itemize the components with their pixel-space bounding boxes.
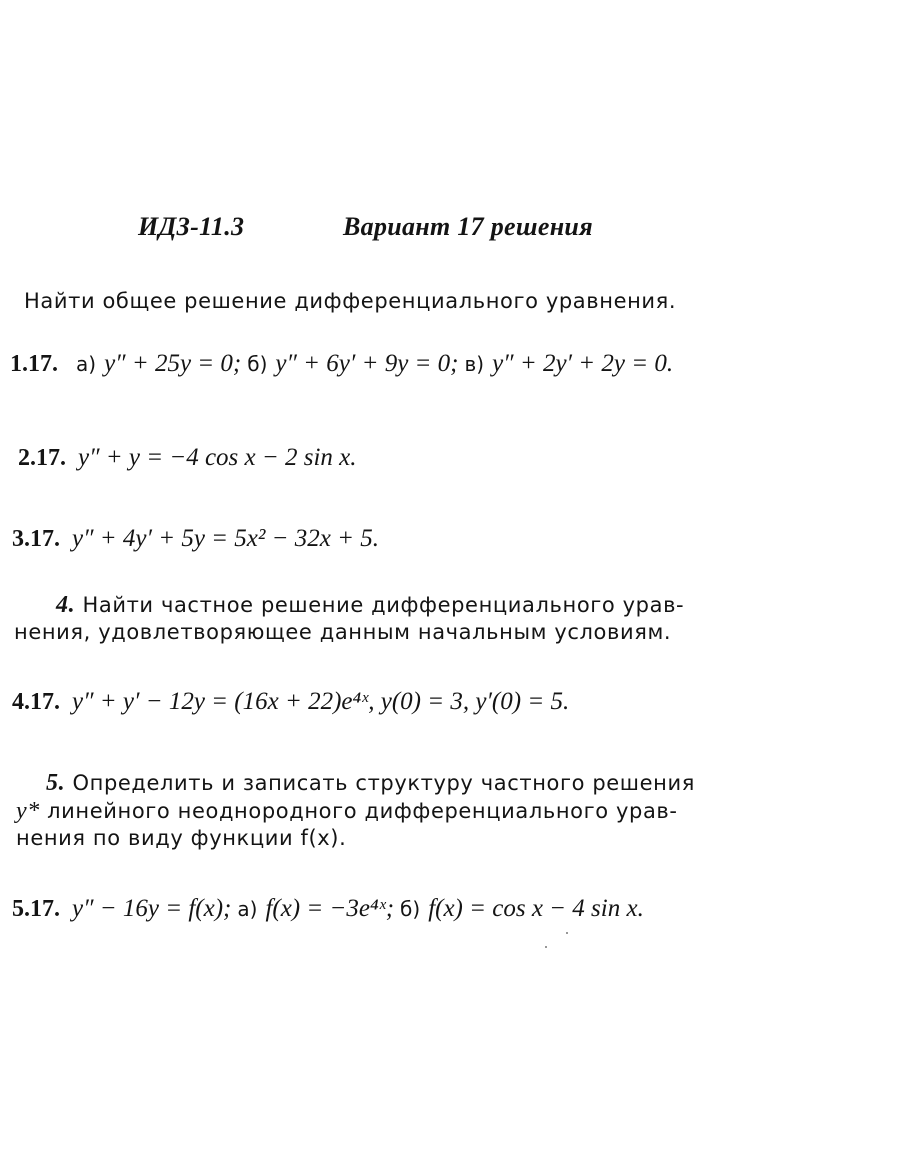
part-b-label: б) <box>400 897 421 921</box>
problem-2-17 <box>18 444 357 472</box>
section4-instruction-line2: нения, удовлетворяющее данным начальным условиям. <box>14 620 672 644</box>
equation-a: y″ + 25y = 0; <box>104 350 242 377</box>
variant-title: Вариант 17 решения <box>343 212 593 241</box>
print-speck <box>545 946 547 948</box>
section-number: 5. <box>46 770 66 796</box>
equation: y″ + 4y′ + 5y = 5x² − 32x + 5. <box>72 525 379 552</box>
problem-1-17 <box>10 350 673 378</box>
equation-main: y″ − 16y = f(x); <box>72 895 232 922</box>
variable-y-star: y* <box>16 798 40 824</box>
problem-number: 3.17. <box>12 526 60 552</box>
part-b-label: б) <box>247 352 268 376</box>
problem-number: 5.17. <box>12 896 60 922</box>
equation-c: y″ + 2y′ + 2y = 0. <box>492 350 674 377</box>
problem-number: 2.17. <box>18 445 66 471</box>
problem-5-17 <box>12 895 644 923</box>
equation-b: y″ + 6y′ + 9y = 0; <box>275 350 459 377</box>
equation-a: f(x) = −3e⁴ˣ; <box>265 895 395 922</box>
section5-instruction-line3: нения по виду функции f(x). <box>16 826 347 850</box>
section1-instruction: Найти общее решение дифференциального уравнения. <box>24 289 677 313</box>
part-a-label: а) <box>76 352 97 376</box>
section4-instruction-line1 <box>56 592 684 619</box>
problem-3-17 <box>12 525 379 553</box>
section-number: 4. <box>56 592 76 618</box>
part-a-label: а) <box>237 897 258 921</box>
instruction-text: Определить и записать структуру частного решения <box>72 771 695 795</box>
problem-number: 4.17. <box>12 689 60 715</box>
assignment-code: ИДЗ-11.3 <box>138 212 245 241</box>
print-speck <box>566 932 568 934</box>
instruction-text: линейного неоднородного дифференциального урав- <box>47 799 678 823</box>
equation: y″ + y′ − 12y = (16x + 22)e⁴ˣ, y(0) = 3, y′(0) = 5. <box>72 688 570 715</box>
problem-number: 1.17. <box>10 351 58 377</box>
part-c-label: в) <box>464 352 485 376</box>
section5-instruction-line1 <box>46 770 695 797</box>
section5-instruction-line2 <box>16 798 678 825</box>
problem-4-17 <box>12 688 569 716</box>
equation-b: f(x) = cos x − 4 sin x. <box>428 895 644 922</box>
instruction-text: Найти частное решение дифференциального урав- <box>82 593 685 617</box>
equation: y″ + y = −4 cos x − 2 sin x. <box>78 444 357 471</box>
